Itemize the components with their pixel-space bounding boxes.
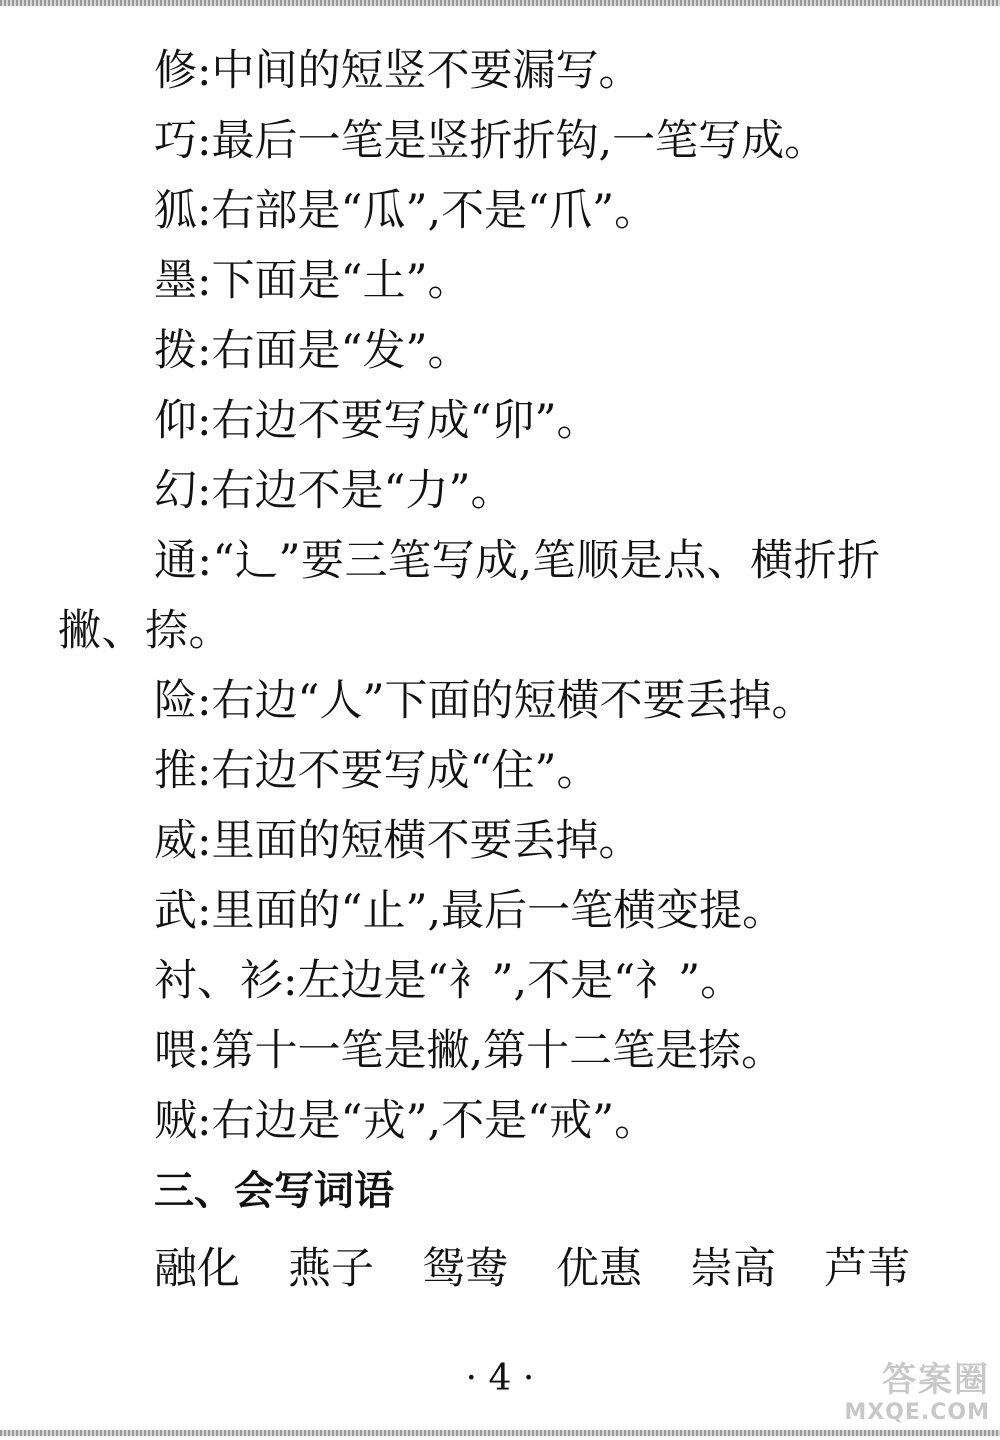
note-yang: 仰:右边不要写成“卯”。 bbox=[154, 396, 600, 446]
vocabulary-list bbox=[58, 1226, 958, 1304]
bottom-border bbox=[0, 1430, 1000, 1436]
watermark-logo bbox=[812, 1360, 990, 1430]
vocab-word: 崇高 bbox=[690, 1243, 776, 1294]
note-xian: 险:右边“人”下面的短横不要丢掉。 bbox=[154, 676, 815, 726]
note-wei: 威:里面的短横不要丢掉。 bbox=[154, 816, 642, 866]
vocab-word: 优惠 bbox=[556, 1243, 642, 1294]
note-zei: 贼:右边是“戎”,不是“戒”。 bbox=[154, 1096, 658, 1146]
note-huan: 幻:右边不是“力”。 bbox=[154, 466, 514, 516]
note-tui: 推:右边不要写成“住”。 bbox=[154, 746, 600, 796]
page-content bbox=[58, 36, 958, 1304]
note-tong: 通:“辶”要三笔写成,笔顺是点、横折折撇、捺。 bbox=[58, 536, 881, 656]
note-hu: 狐:右部是“瓜”,不是“爪”。 bbox=[154, 186, 658, 236]
page-number: · 4 · bbox=[465, 1358, 535, 1399]
note-wu: 武:里面的“止”,最后一笔横变提。 bbox=[154, 886, 786, 936]
note-xiu: 修:中间的短竖不要漏写。 bbox=[154, 46, 642, 96]
vocab-word: 芦苇 bbox=[824, 1243, 910, 1294]
note-mo: 墨:下面是“土”。 bbox=[154, 256, 471, 306]
note-qiao: 巧:最后一笔是竖折折钩,一笔写成。 bbox=[154, 116, 828, 166]
note-wei-feed: 喂:第十一笔是撇,第十二笔是捺。 bbox=[154, 1026, 785, 1076]
top-border bbox=[0, 0, 1000, 6]
vocab-word: 鸳鸯 bbox=[422, 1243, 508, 1294]
watermark-url: MXQE.COM bbox=[844, 1400, 990, 1425]
section-title: 三、会写词语 bbox=[154, 1168, 394, 1214]
note-chen-shan: 衬、衫:左边是“衤”,不是“礻”。 bbox=[154, 956, 744, 1006]
vocab-word: 融化 bbox=[154, 1243, 240, 1294]
watermark-text: 答案圈 bbox=[882, 1360, 990, 1400]
vocab-word: 燕子 bbox=[288, 1243, 374, 1294]
note-bo: 拨:右面是“发”。 bbox=[154, 326, 471, 376]
